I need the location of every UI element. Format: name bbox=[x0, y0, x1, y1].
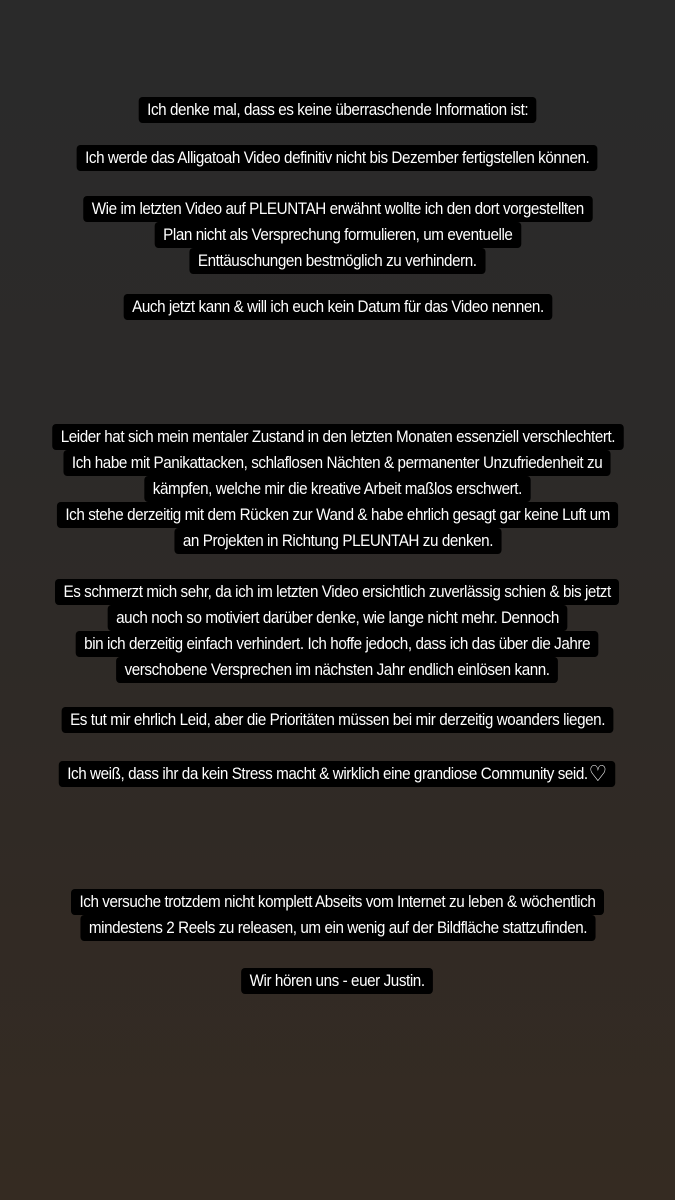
text-line: bin ich derzeitig einfach verhindert. Ich hoffe jedoch, dass ich das über die Jahre bbox=[76, 631, 599, 657]
text-line: Es schmerzt mich sehr, da ich im letzten Video ersichtlich zuverlässig schien & bis jetzt bbox=[55, 579, 619, 605]
text-line: Wie im letzten Video auf PLEUNTAH erwähnt wollte ich den dort vorgestellten bbox=[83, 196, 592, 222]
pain-block bbox=[0, 579, 675, 683]
text-line: Ich weiß, dass ihr da kein Stress macht & wirklich eine grandiose Community seid. bbox=[67, 765, 589, 783]
text-line: Plan nicht als Versprechung formulieren, um eventuelle bbox=[154, 222, 520, 248]
text-line: Ich denke mal, dass es keine überraschende Information ist: bbox=[139, 97, 537, 123]
mental-block bbox=[0, 424, 675, 554]
text-line: Es tut mir ehrlich Leid, aber die Prioritäten müssen bei mir derzeitig woanders liegen. bbox=[62, 707, 614, 733]
text-line: Enttäuschungen bestmöglich zu verhindern. bbox=[190, 248, 486, 274]
text-line: Ich versuche trotzdem nicht komplett Abseits vom Internet zu leben & wöchentlich bbox=[71, 889, 604, 915]
reels-block bbox=[0, 889, 675, 941]
text-line: auch noch so motiviert darüber denke, wie lange nicht mehr. Dennoch bbox=[108, 605, 568, 631]
signoff-block bbox=[0, 968, 675, 994]
text-line: Ich stehe derzeitig mit dem Rücken zur Wand & habe ehrlich gesagt gar keine Luft um bbox=[57, 502, 618, 528]
text-line: Ich habe mit Panikattacken, schlaflosen Nächten & permanenter Unzufriedenheit zu bbox=[64, 450, 611, 476]
text-line: Leider hat sich mein mentaler Zustand in den letzten Monaten essenziell verschlechtert. bbox=[52, 424, 623, 450]
sorry-block bbox=[0, 707, 675, 733]
text-line: Auch jetzt kann & will ich euch kein Datum für das Video nennen. bbox=[123, 294, 552, 320]
text-line: kämpfen, welche mir die kreative Arbeit maßlos erschwert. bbox=[144, 476, 530, 502]
text-line: mindestens 2 Reels zu releasen, um ein wenig auf der Bildfläche stattzufinden. bbox=[80, 915, 595, 941]
community-block bbox=[0, 761, 675, 787]
community-line bbox=[59, 761, 615, 787]
text-line: verschobene Versprechen im nächsten Jahr endlich einlösen kann. bbox=[117, 657, 559, 683]
plan-block bbox=[0, 196, 675, 274]
intro-block bbox=[0, 97, 675, 123]
text-line: an Projekten in Richtung PLEUNTAH zu denken. bbox=[174, 528, 501, 554]
white-heart-icon: ♡ bbox=[589, 761, 608, 786]
text-line: Wir hören uns - euer Justin. bbox=[242, 968, 434, 994]
text-line: Ich werde das Alligatoah Video definitiv nicht bis Dezember fertigstellen können. bbox=[77, 145, 598, 171]
alligatoah-block bbox=[0, 145, 675, 171]
no-date-block bbox=[0, 294, 675, 320]
